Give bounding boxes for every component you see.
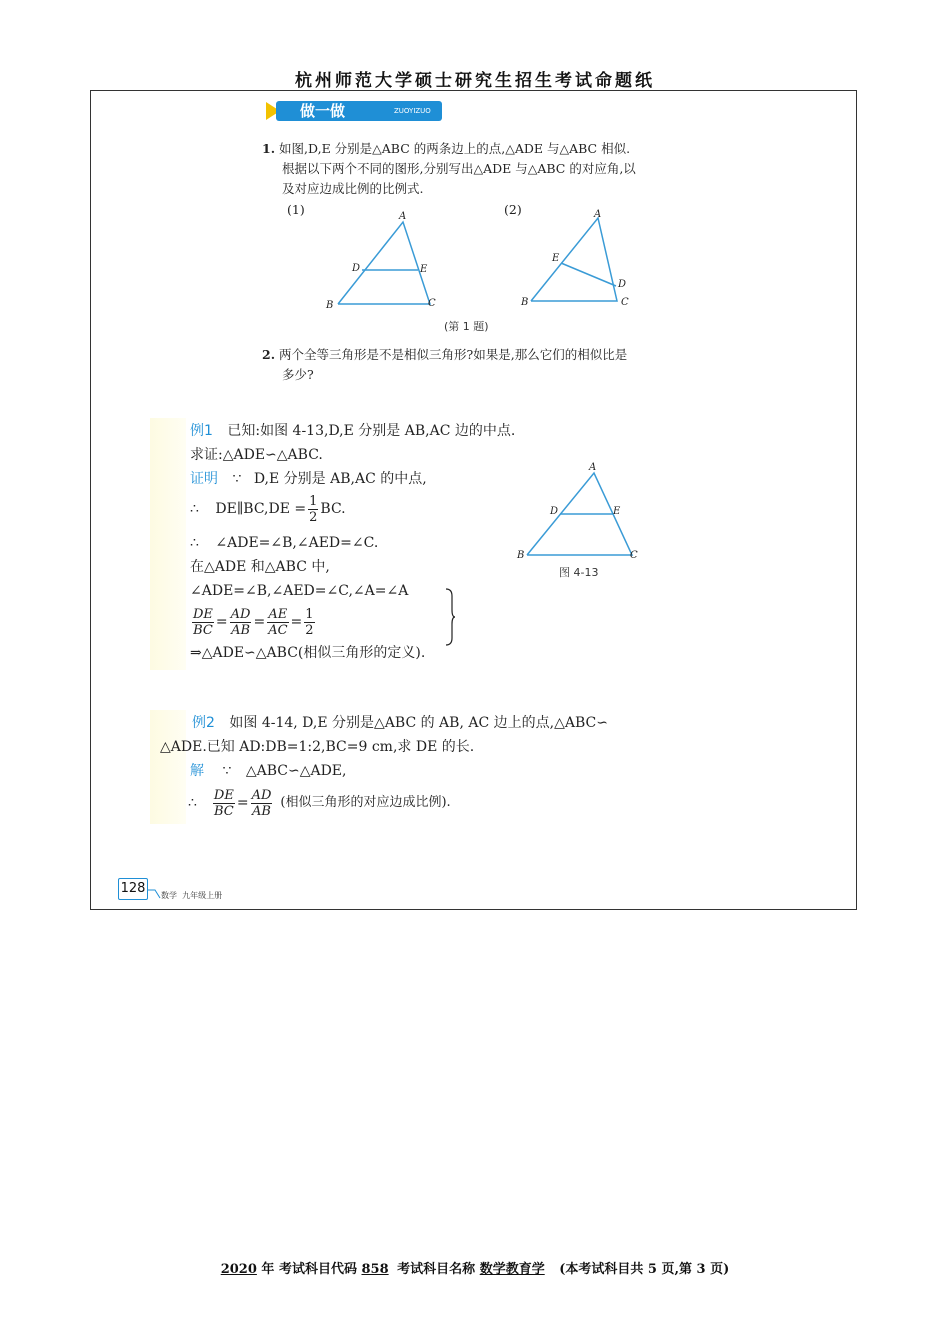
equals-sign: = [215,614,228,630]
exam-subject: 数学教育学 [479,1262,545,1277]
point-c-label: C [630,550,638,561]
example-2-line1: 如图 4-14, D,E 分别是△ABC 的 AB, AC 边上的点,△ABC∽ [229,715,608,731]
equals-sign: = [236,795,249,811]
point-a-label: A [589,462,597,473]
proof-step-2-left: DE∥BC,DE = [215,501,307,517]
example-1 [190,419,530,665]
figure-caption-1: (第 1 题) [444,320,489,333]
figure-4-13 [512,460,647,565]
point-b-label: B [521,297,529,308]
exercise-1-line1: 如图,D,E 分别是△ABC 的两条边上的点,△ADE 与△ABC 相似. [279,141,631,156]
solution-frac-2-den: AB [252,803,271,819]
proof-label: 证明 [190,471,218,487]
therefore-symbol: ∴ [188,795,197,811]
ratio-4-den: 2 [305,622,314,638]
therefore-symbol: ∴ [190,535,199,551]
figure-1-label: (1) [287,202,305,217]
point-e-label: E [552,253,560,264]
example-2-label: 例2 [192,715,215,731]
exercise-1 [262,139,682,199]
ratio-4-num: 1 [305,606,314,622]
fraction-denominator: 2 [309,509,318,525]
example-1-prove: 求证:△ADE∽△ABC. [190,447,323,463]
fraction-half [308,494,318,525]
banner-title: 做一做 [300,102,346,120]
figure-1 [320,205,450,310]
solution-frac-1-num: DE [213,787,234,803]
ratio-row [190,603,530,641]
example-1-label: 例1 [190,423,213,439]
point-d-label: D [352,263,361,274]
solution-note: (相似三角形的对应边成比例). [280,795,451,810]
solution-frac-1-den: BC [214,803,234,819]
page-title: 杭州师范大学硕士研究生招生考试命题纸 [295,71,655,91]
proof-step-5: ∠ADE=∠B,∠AED=∠C,∠A=∠A [190,583,409,599]
example-1-band [150,418,186,670]
page-number-box [118,878,148,900]
exam-code: 858 [361,1262,389,1277]
proof-step-4: 在△ADE 和△ABC 中, [190,559,330,575]
exam-footer-text-2: 考试科目名称 [397,1262,476,1277]
triangle-abc [531,218,617,301]
segment-de [561,263,616,286]
book-title: 数学 九年级上册 [161,891,223,900]
equals-sign: = [253,614,266,630]
exercise-1-number: 1. [262,141,276,156]
page-tab-line [147,888,161,902]
point-e-label: E [613,506,621,517]
banner-subtitle: ZUOYIZUO [394,107,431,115]
point-b-label: B [517,550,525,561]
ratio-2-den: AB [231,622,251,638]
brace-icon [444,588,456,646]
proof-step-2-right: BC. [320,501,346,517]
because-symbol: ∵ [222,763,232,779]
solution-label: 解 [190,763,204,779]
proof-conclusion: ⇒△ADE∽△ABC(相似三角形的定义). [190,645,426,661]
ratio-1-den: BC [193,622,213,638]
example-2 [160,711,660,823]
point-a-label: A [594,209,602,220]
exam-footer [0,1258,950,1277]
exercise-2-line2: 多少? [282,367,314,382]
point-b-label: B [326,300,334,310]
exam-year: 2020 [220,1262,257,1277]
banner [266,100,442,122]
point-a-label: A [399,211,407,222]
exam-footer-text-1: 年 考试科目代码 [261,1262,357,1277]
figure-2 [515,203,645,308]
ratio-3-den: AC [268,622,288,638]
exercise-1-line3: 及对应边成比例的比例式. [282,181,424,196]
point-e-label: E [420,264,428,275]
exercise-1-line2: 根据以下两个不同的图形,分别写出△ADE 与△ABC 的对应角,以 [282,161,636,176]
therefore-symbol: ∴ [190,501,199,517]
ratio-fraction-3 [267,607,288,638]
ratio-fraction-2 [230,607,252,638]
solution-fraction-2 [251,788,273,819]
exercise-2 [262,345,682,385]
ratio-fraction-1 [192,607,214,638]
exam-footer-text-3: (本考试科目共 5 页,第 3 页) [559,1262,730,1277]
page-number: 128 [120,881,146,896]
ratio-2-num: AD [230,606,251,622]
figure-2-label: (2) [504,202,522,217]
point-c-label: C [621,297,629,308]
example-1-given: 已知:如图 4-13,D,E 分别是 AB,AC 边的中点. [227,423,516,439]
book-page-footer [118,878,318,904]
point-c-label: C [428,298,436,309]
ratio-1-num: DE [193,606,213,622]
fraction-numerator: 1 [309,493,318,509]
point-d-label: D [550,506,559,517]
equals-sign: = [290,614,303,630]
exercise-2-line1: 两个全等三角形是不是相似三角形?如果是,那么它们的相似比是 [279,347,628,362]
because-symbol: ∵ [232,471,242,487]
figure-4-13-caption: 图 4-13 [559,566,599,579]
solution-frac-2-num: AD [251,787,272,803]
ratio-fraction-4 [304,607,314,638]
example-2-line2: △ADE.已知 AD:DB=1:2,BC=9 cm,求 DE 的长. [160,739,475,755]
solution-step-1: △ABC∽△ADE, [245,763,347,779]
ratio-3-num: AE [268,606,288,622]
point-d-label: D [618,279,627,290]
solution-fraction-1 [213,788,235,819]
exercise-2-number: 2. [262,347,276,362]
proof-step-3: ∠ADE=∠B,∠AED=∠C. [215,535,379,551]
proof-step-1: D,E 分别是 AB,AC 的中点, [253,471,427,487]
